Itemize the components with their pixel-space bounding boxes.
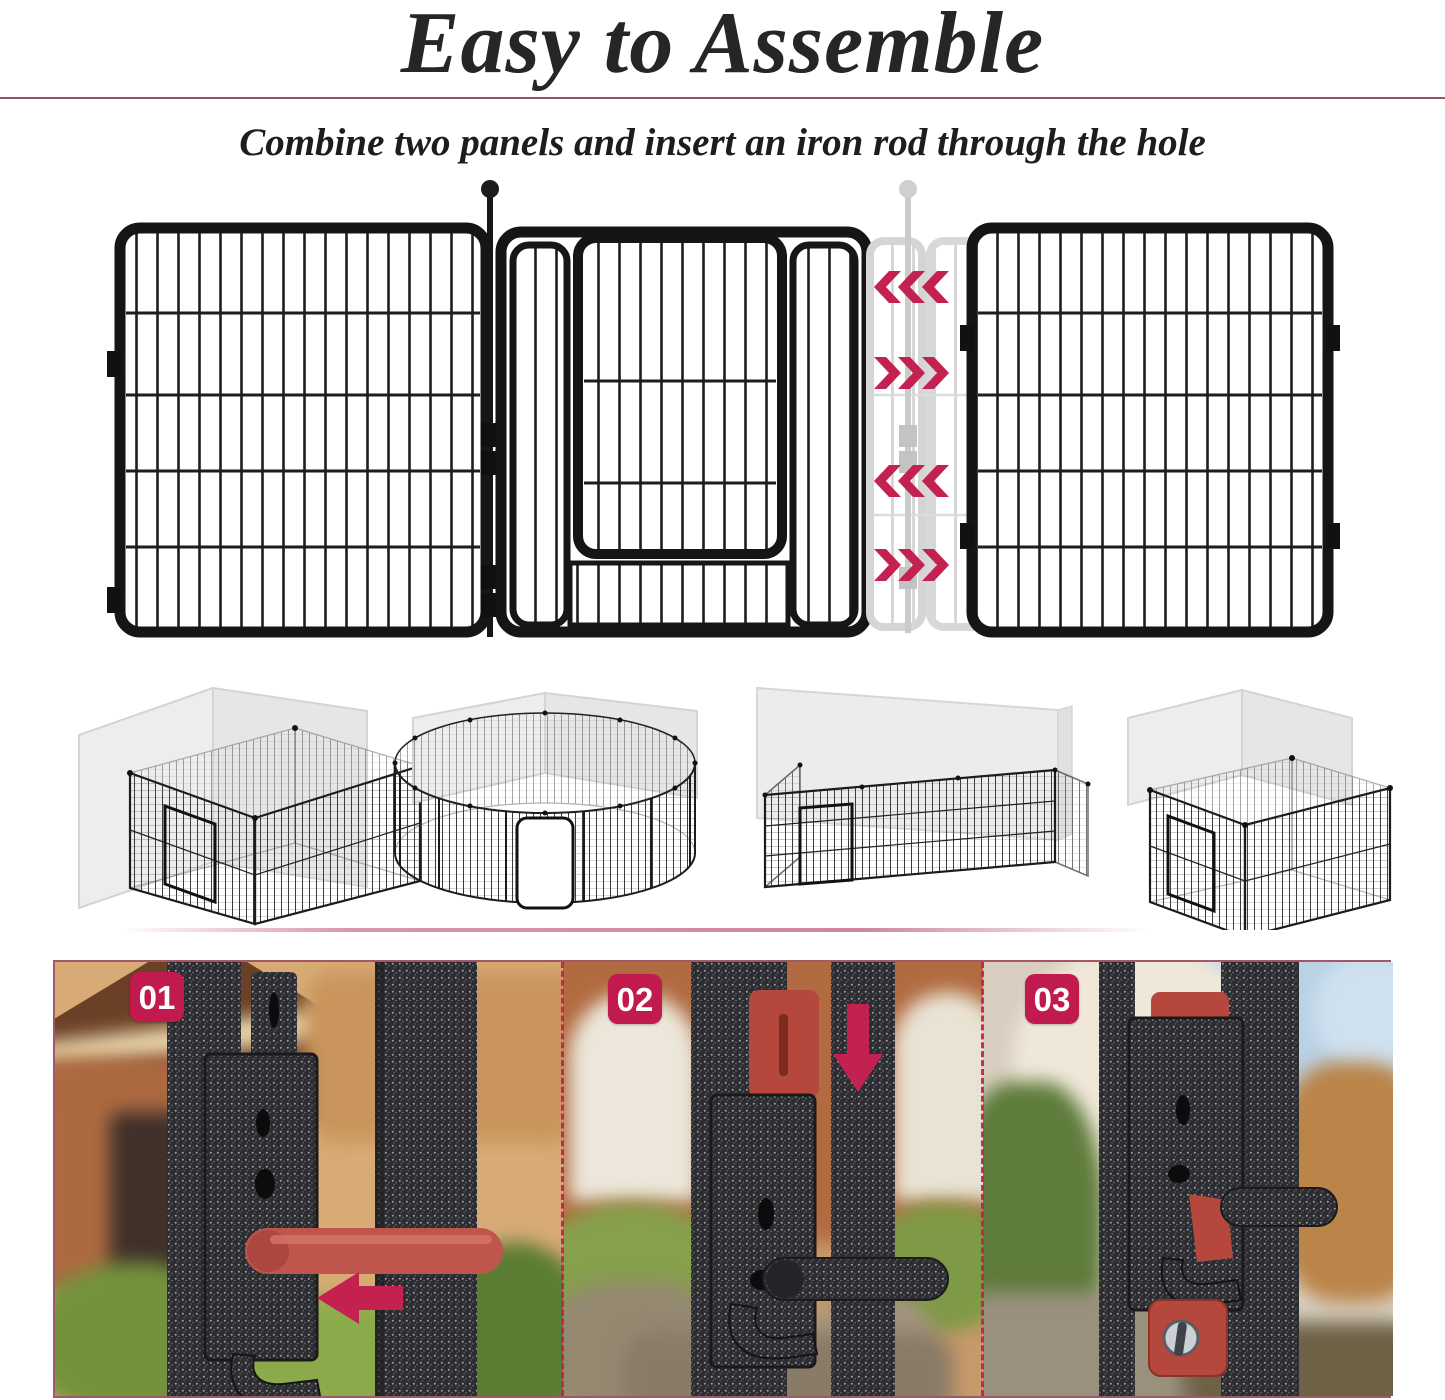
photo-step-1 <box>55 962 563 1396</box>
diagram-wall-straight-pen <box>757 688 1091 887</box>
diagram-corner-rectangle-pen <box>79 688 423 924</box>
step1-mechanism <box>55 962 563 1396</box>
decorative-pink-line <box>120 928 1150 932</box>
iron-rod-locked <box>1221 1188 1337 1226</box>
step-separator <box>981 962 984 1396</box>
step-separator <box>561 962 564 1396</box>
step2-mechanism <box>563 962 983 1396</box>
configurations-svg <box>0 668 1445 930</box>
photo-step-3 <box>983 962 1393 1396</box>
assembly-photo-strip <box>53 960 1391 1398</box>
metal-post <box>375 962 477 1396</box>
fence-panels-svg <box>0 175 1445 670</box>
iron-rod-inserted <box>763 1258 948 1300</box>
status-badge: 01 <box>130 972 184 1022</box>
right-grid-panel <box>960 228 1340 632</box>
status-badge: 03 <box>1025 974 1079 1024</box>
status-badge: 02 <box>608 974 662 1024</box>
title-divider <box>0 97 1445 99</box>
photo-step-2 <box>563 962 983 1396</box>
rod-sleeve-red <box>749 990 819 1098</box>
assembly-diagram <box>0 175 1445 670</box>
hinge-plate <box>711 1095 815 1367</box>
left-grid-panel <box>107 228 486 632</box>
page-title: Easy to Assemble <box>400 0 1045 92</box>
diagram-corner-square-pen <box>1128 690 1393 930</box>
configuration-diagrams <box>0 668 1445 930</box>
door-panel <box>501 232 867 632</box>
hinge-plate <box>1129 1018 1243 1310</box>
step3-mechanism <box>983 962 1393 1396</box>
iron-rod-red-icon <box>245 1228 503 1274</box>
subtitle: Combine two panels and insert an iron rod through the hole <box>239 121 1206 164</box>
lock-tab-red <box>1149 1300 1227 1376</box>
diagram-circle-pen <box>393 693 698 908</box>
